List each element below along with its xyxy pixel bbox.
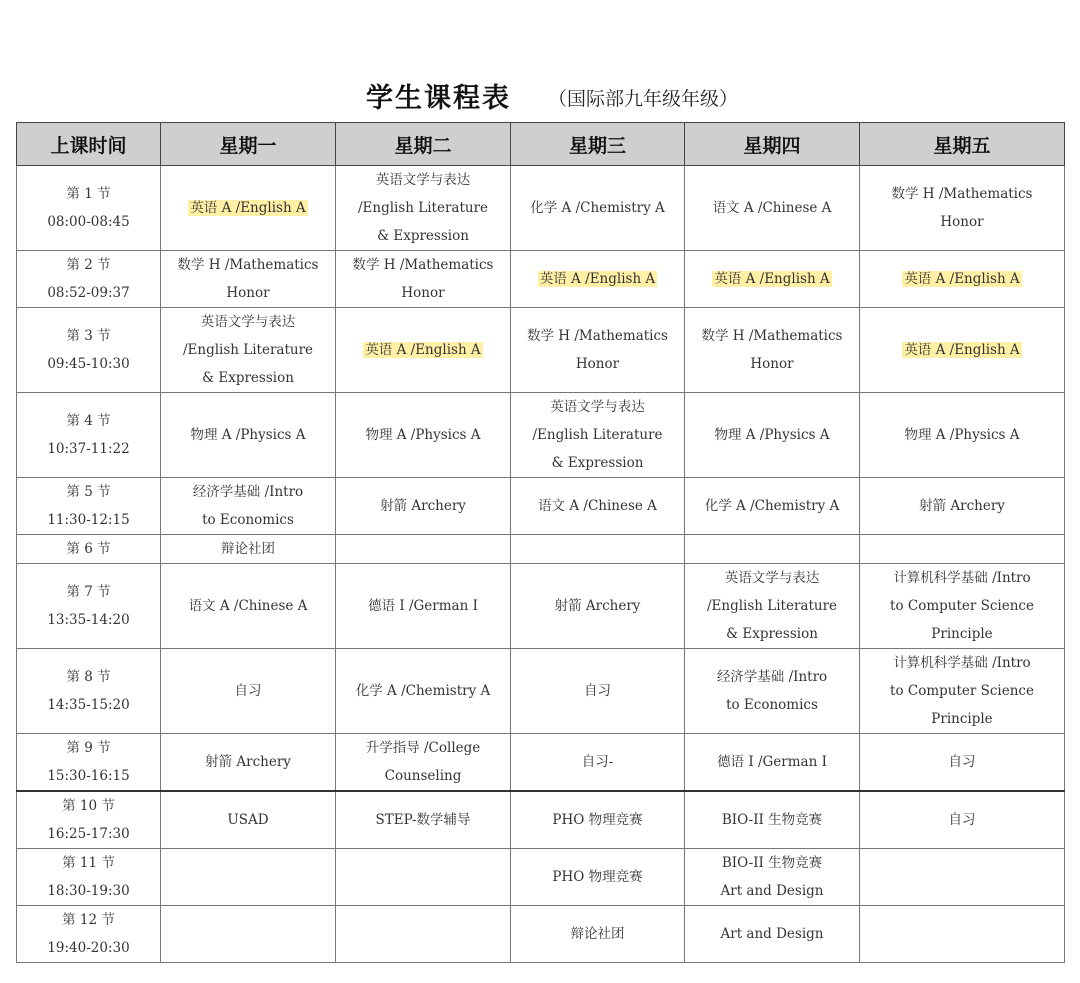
course-cell-friday — [860, 251, 1065, 308]
highlighted-course-label: 英语 A /English A — [904, 342, 1020, 358]
course-cell-tuesday — [336, 251, 511, 308]
course-label: 数学 H /Mathematics Honor — [527, 328, 668, 372]
period-cell — [17, 906, 161, 963]
period-label: 第 7 节 — [66, 584, 111, 600]
course-label: USAD — [227, 812, 269, 828]
period-label: 第 6 节 — [66, 541, 111, 557]
course-cell-wednesday — [511, 849, 685, 906]
header-row — [17, 123, 1065, 166]
period-label: 第 11 节 — [62, 855, 115, 871]
table-row — [17, 734, 1065, 792]
course-label: 计算机科学基础 /Intro to Computer Science Principle — [890, 570, 1034, 642]
period-label: 第 3 节 — [66, 328, 111, 344]
course-label: BIO-II 生物竞赛 Art and Design — [720, 855, 824, 899]
course-label: 英语文学与表达 /English Literature & Expression — [182, 314, 314, 386]
course-cell-tuesday — [336, 791, 511, 849]
table-row — [17, 308, 1065, 393]
course-label: 自习 — [234, 683, 262, 699]
course-cell-thursday — [685, 393, 860, 478]
table-row — [17, 906, 1065, 963]
period-label: 第 9 节 — [66, 740, 111, 756]
course-cell-thursday — [685, 166, 860, 251]
period-cell — [17, 564, 161, 649]
course-cell-thursday — [685, 791, 860, 849]
period-time: 16:25-17:30 — [47, 826, 130, 842]
period-time: 13:35-14:20 — [47, 612, 130, 628]
course-label: 射箭 Archery — [205, 754, 291, 770]
period-cell — [17, 393, 161, 478]
course-cell-thursday — [685, 649, 860, 734]
course-cell-thursday — [685, 564, 860, 649]
course-cell-monday — [161, 251, 336, 308]
course-cell-friday — [860, 308, 1065, 393]
course-label: 自习- — [581, 754, 614, 770]
course-cell-friday — [860, 791, 1065, 849]
course-label: 物理 A /Physics A — [365, 427, 481, 443]
course-cell-monday — [161, 535, 336, 564]
period-cell — [17, 308, 161, 393]
course-cell-tuesday — [336, 393, 511, 478]
course-label: 经济学基础 /Intro to Economics — [716, 669, 828, 713]
course-cell-thursday — [685, 478, 860, 535]
course-cell-friday — [860, 478, 1065, 535]
period-cell — [17, 649, 161, 734]
course-cell-wednesday — [511, 734, 685, 792]
period-label: 第 4 节 — [66, 413, 111, 429]
course-label: 经济学基础 /Intro to Economics — [192, 484, 304, 528]
period-cell — [17, 849, 161, 906]
course-label: 辩论社团 — [221, 541, 275, 557]
course-cell-wednesday — [511, 478, 685, 535]
course-cell-wednesday — [511, 649, 685, 734]
period-label: 第 5 节 — [66, 484, 111, 500]
course-cell-friday — [860, 564, 1065, 649]
course-cell-tuesday — [336, 564, 511, 649]
period-time: 08:00-08:45 — [47, 214, 130, 230]
header-tuesday: 星期二 — [336, 123, 511, 166]
course-label: 数学 H /Mathematics Honor — [352, 257, 494, 301]
highlighted-course-label: 英语 A /English A — [714, 271, 830, 287]
course-cell-tuesday — [336, 535, 511, 564]
course-label: 数学 H /Mathematics Honor — [177, 257, 319, 301]
table-row — [17, 478, 1065, 535]
course-cell-tuesday — [336, 849, 511, 906]
header-friday: 星期五 — [860, 123, 1065, 166]
course-label: 英语文学与表达 /English Literature & Expression — [357, 172, 489, 244]
course-label: 升学指导 /College Counseling — [365, 740, 481, 784]
course-cell-friday — [860, 906, 1065, 963]
course-label: 射箭 Archery — [554, 598, 641, 614]
course-cell-friday — [860, 535, 1065, 564]
course-label: 自习 — [948, 754, 976, 770]
course-cell-tuesday — [336, 649, 511, 734]
course-cell-thursday — [685, 308, 860, 393]
period-cell — [17, 478, 161, 535]
period-label: 第 8 节 — [66, 669, 111, 685]
course-label: 英语文学与表达 /English Literature & Expression — [532, 399, 663, 471]
period-time: 10:37-11:22 — [47, 441, 130, 457]
course-cell-tuesday — [336, 906, 511, 963]
course-cell-friday — [860, 849, 1065, 906]
course-cell-friday — [860, 649, 1065, 734]
course-cell-tuesday — [336, 166, 511, 251]
period-label: 第 1 节 — [66, 186, 111, 202]
period-label: 第 2 节 — [66, 257, 111, 273]
table-row — [17, 393, 1065, 478]
course-cell-wednesday — [511, 535, 685, 564]
course-label: 化学 A /Chemistry A — [530, 200, 665, 216]
course-label: 语文 A /Chinese A — [712, 200, 832, 216]
course-cell-tuesday — [336, 734, 511, 792]
table-row — [17, 791, 1065, 849]
course-label: BIO-II 生物竞赛 — [721, 812, 823, 828]
schedule-body — [17, 166, 1065, 963]
period-label: 第 10 节 — [62, 798, 115, 814]
course-label: 物理 A /Physics A — [714, 427, 830, 443]
course-cell-friday — [860, 734, 1065, 792]
period-time: 19:40-20:30 — [47, 940, 130, 956]
course-label: Art and Design — [720, 926, 824, 942]
header-time: 上课时间 — [17, 123, 161, 166]
course-cell-monday — [161, 791, 336, 849]
header-monday: 星期一 — [161, 123, 336, 166]
page-title: 学生课程表 — [366, 83, 511, 114]
course-cell-wednesday — [511, 791, 685, 849]
course-cell-monday — [161, 308, 336, 393]
course-label: 射箭 Archery — [919, 498, 1005, 514]
course-label: 计算机科学基础 /Intro to Computer Science Principle — [890, 655, 1034, 727]
course-cell-thursday — [685, 251, 860, 308]
highlighted-course-label: 英语 A /English A — [190, 200, 306, 216]
course-label: 自习 — [584, 683, 611, 699]
table-row — [17, 564, 1065, 649]
table-row — [17, 251, 1065, 308]
table-row — [17, 166, 1065, 251]
course-cell-tuesday — [336, 478, 511, 535]
period-cell — [17, 166, 161, 251]
course-label: 语文 A /Chinese A — [188, 598, 308, 614]
period-time: 18:30-19:30 — [47, 883, 130, 899]
course-label: 物理 A /Physics A — [190, 427, 306, 443]
page-subtitle: （国际部九年级年级） — [548, 88, 739, 110]
title-bar — [0, 76, 1080, 116]
course-label: 自习 — [948, 812, 976, 828]
course-cell-wednesday — [511, 308, 685, 393]
course-cell-tuesday — [336, 308, 511, 393]
course-cell-monday — [161, 849, 336, 906]
course-label: 德语 I /German I — [368, 598, 478, 614]
course-label: 数学 H /Mathematics Honor — [701, 328, 843, 372]
period-label: 第 12 节 — [62, 912, 115, 928]
table-row — [17, 849, 1065, 906]
course-label: 辩论社团 — [570, 926, 625, 942]
course-label: 射箭 Archery — [380, 498, 466, 514]
course-cell-friday — [860, 166, 1065, 251]
period-time: 15:30-16:15 — [47, 768, 130, 784]
course-label: 英语文学与表达 /English Literature & Expression — [706, 570, 838, 642]
course-cell-monday — [161, 478, 336, 535]
schedule-table — [16, 122, 1065, 963]
course-cell-monday — [161, 734, 336, 792]
period-time: 09:45-10:30 — [47, 356, 130, 372]
period-cell — [17, 251, 161, 308]
course-label: PHO 物理竞赛 — [552, 869, 643, 885]
course-cell-friday — [860, 393, 1065, 478]
course-label: STEP-数学辅导 — [375, 812, 471, 828]
course-label: 德语 I /German I — [717, 754, 827, 770]
course-label: 化学 A /Chemistry A — [355, 683, 491, 699]
highlighted-course-label: 英语 A /English A — [365, 342, 481, 358]
course-label: 语文 A /Chinese A — [538, 498, 657, 514]
course-label: PHO 物理竞赛 — [552, 812, 643, 828]
course-cell-monday — [161, 166, 336, 251]
highlighted-course-label: 英语 A /English A — [539, 271, 656, 287]
period-cell — [17, 791, 161, 849]
course-cell-thursday — [685, 906, 860, 963]
highlighted-course-label: 英语 A /English A — [904, 271, 1020, 287]
period-time: 08:52-09:37 — [47, 285, 130, 301]
header-wednesday: 星期三 — [511, 123, 685, 166]
course-cell-monday — [161, 564, 336, 649]
course-cell-monday — [161, 649, 336, 734]
course-cell-wednesday — [511, 393, 685, 478]
course-label: 数学 H /Mathematics Honor — [891, 186, 1033, 230]
table-row — [17, 535, 1065, 564]
course-cell-monday — [161, 906, 336, 963]
period-time: 11:30-12:15 — [47, 512, 130, 528]
course-cell-wednesday — [511, 906, 685, 963]
course-label: 物理 A /Physics A — [904, 427, 1020, 443]
course-cell-monday — [161, 393, 336, 478]
header-thursday: 星期四 — [685, 123, 860, 166]
course-cell-wednesday — [511, 564, 685, 649]
course-cell-thursday — [685, 535, 860, 564]
period-cell — [17, 734, 161, 792]
course-cell-wednesday — [511, 251, 685, 308]
course-label: 化学 A /Chemistry A — [704, 498, 840, 514]
period-time: 14:35-15:20 — [47, 697, 130, 713]
course-cell-thursday — [685, 849, 860, 906]
period-cell — [17, 535, 161, 564]
course-cell-thursday — [685, 734, 860, 792]
table-row — [17, 649, 1065, 734]
course-cell-wednesday — [511, 166, 685, 251]
